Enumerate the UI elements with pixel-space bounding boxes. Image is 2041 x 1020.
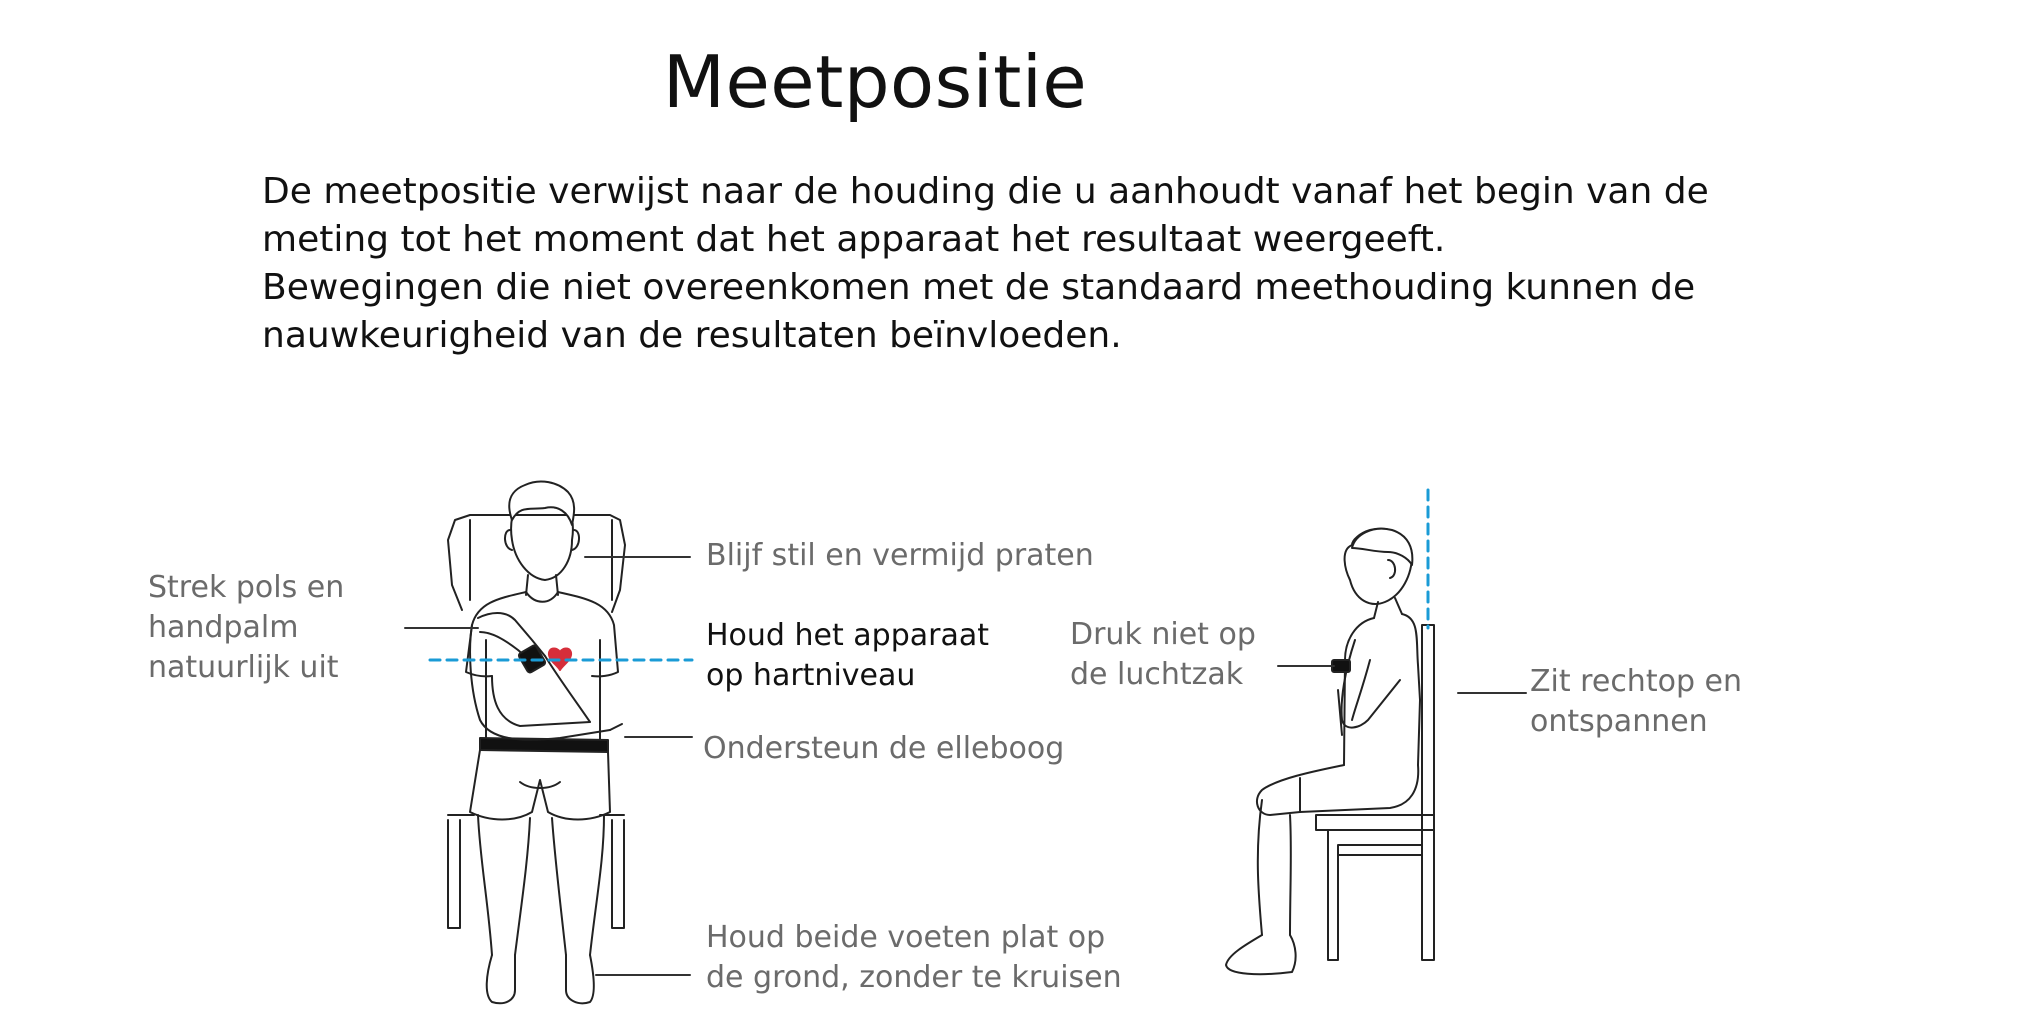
label-no-press-line-1: Druk niet op bbox=[1070, 617, 1256, 652]
label-feet-flat-line-2: de grond, zonder te kruisen bbox=[706, 960, 1122, 995]
label-stretch-wrist bbox=[148, 568, 344, 688]
label-no-press-line-2: de luchtzak bbox=[1070, 657, 1244, 692]
label-stay-still: Blijf stil en vermijd praten bbox=[706, 538, 1094, 573]
label-heart-level-line-1: Houd het apparaat bbox=[706, 618, 989, 653]
intro-paragraph-2: Bewegingen die niet overeenkomen met de standaard meethouding kunnen de nauwkeurigheid van de resultaten beïnvloeden. bbox=[262, 267, 1696, 356]
side-view-figure bbox=[1226, 529, 1434, 975]
label-heart-level-line-2: op hartniveau bbox=[706, 658, 916, 693]
label-sit-upright-line-1: Zit rechtop en bbox=[1530, 664, 1742, 699]
label-support-elbow: Ondersteun de elleboog bbox=[703, 731, 1065, 766]
label-feet-flat bbox=[706, 918, 1122, 998]
intro-paragraph-1: De meetpositie verwijst naar de houding die u aanhoudt vanaf het begin van de meting tot het moment dat het apparaat het resultaat weergeeft. bbox=[262, 171, 1709, 260]
label-sit-upright-line-2: ontspannen bbox=[1530, 704, 1708, 739]
label-feet-flat-line-1: Houd beide voeten plat op bbox=[706, 920, 1106, 955]
label-sit-upright bbox=[1530, 662, 1742, 742]
label-no-press bbox=[1070, 615, 1256, 695]
front-view-figure bbox=[448, 481, 625, 1003]
label-stretch-wrist-line-1: Strek pols en bbox=[148, 570, 345, 605]
label-stretch-wrist-line-3: natuurlijk uit bbox=[148, 650, 339, 685]
page-title: Meetpositie bbox=[662, 40, 1088, 124]
label-stretch-wrist-line-2: handpalm bbox=[148, 610, 299, 645]
label-heart-level bbox=[706, 616, 989, 696]
